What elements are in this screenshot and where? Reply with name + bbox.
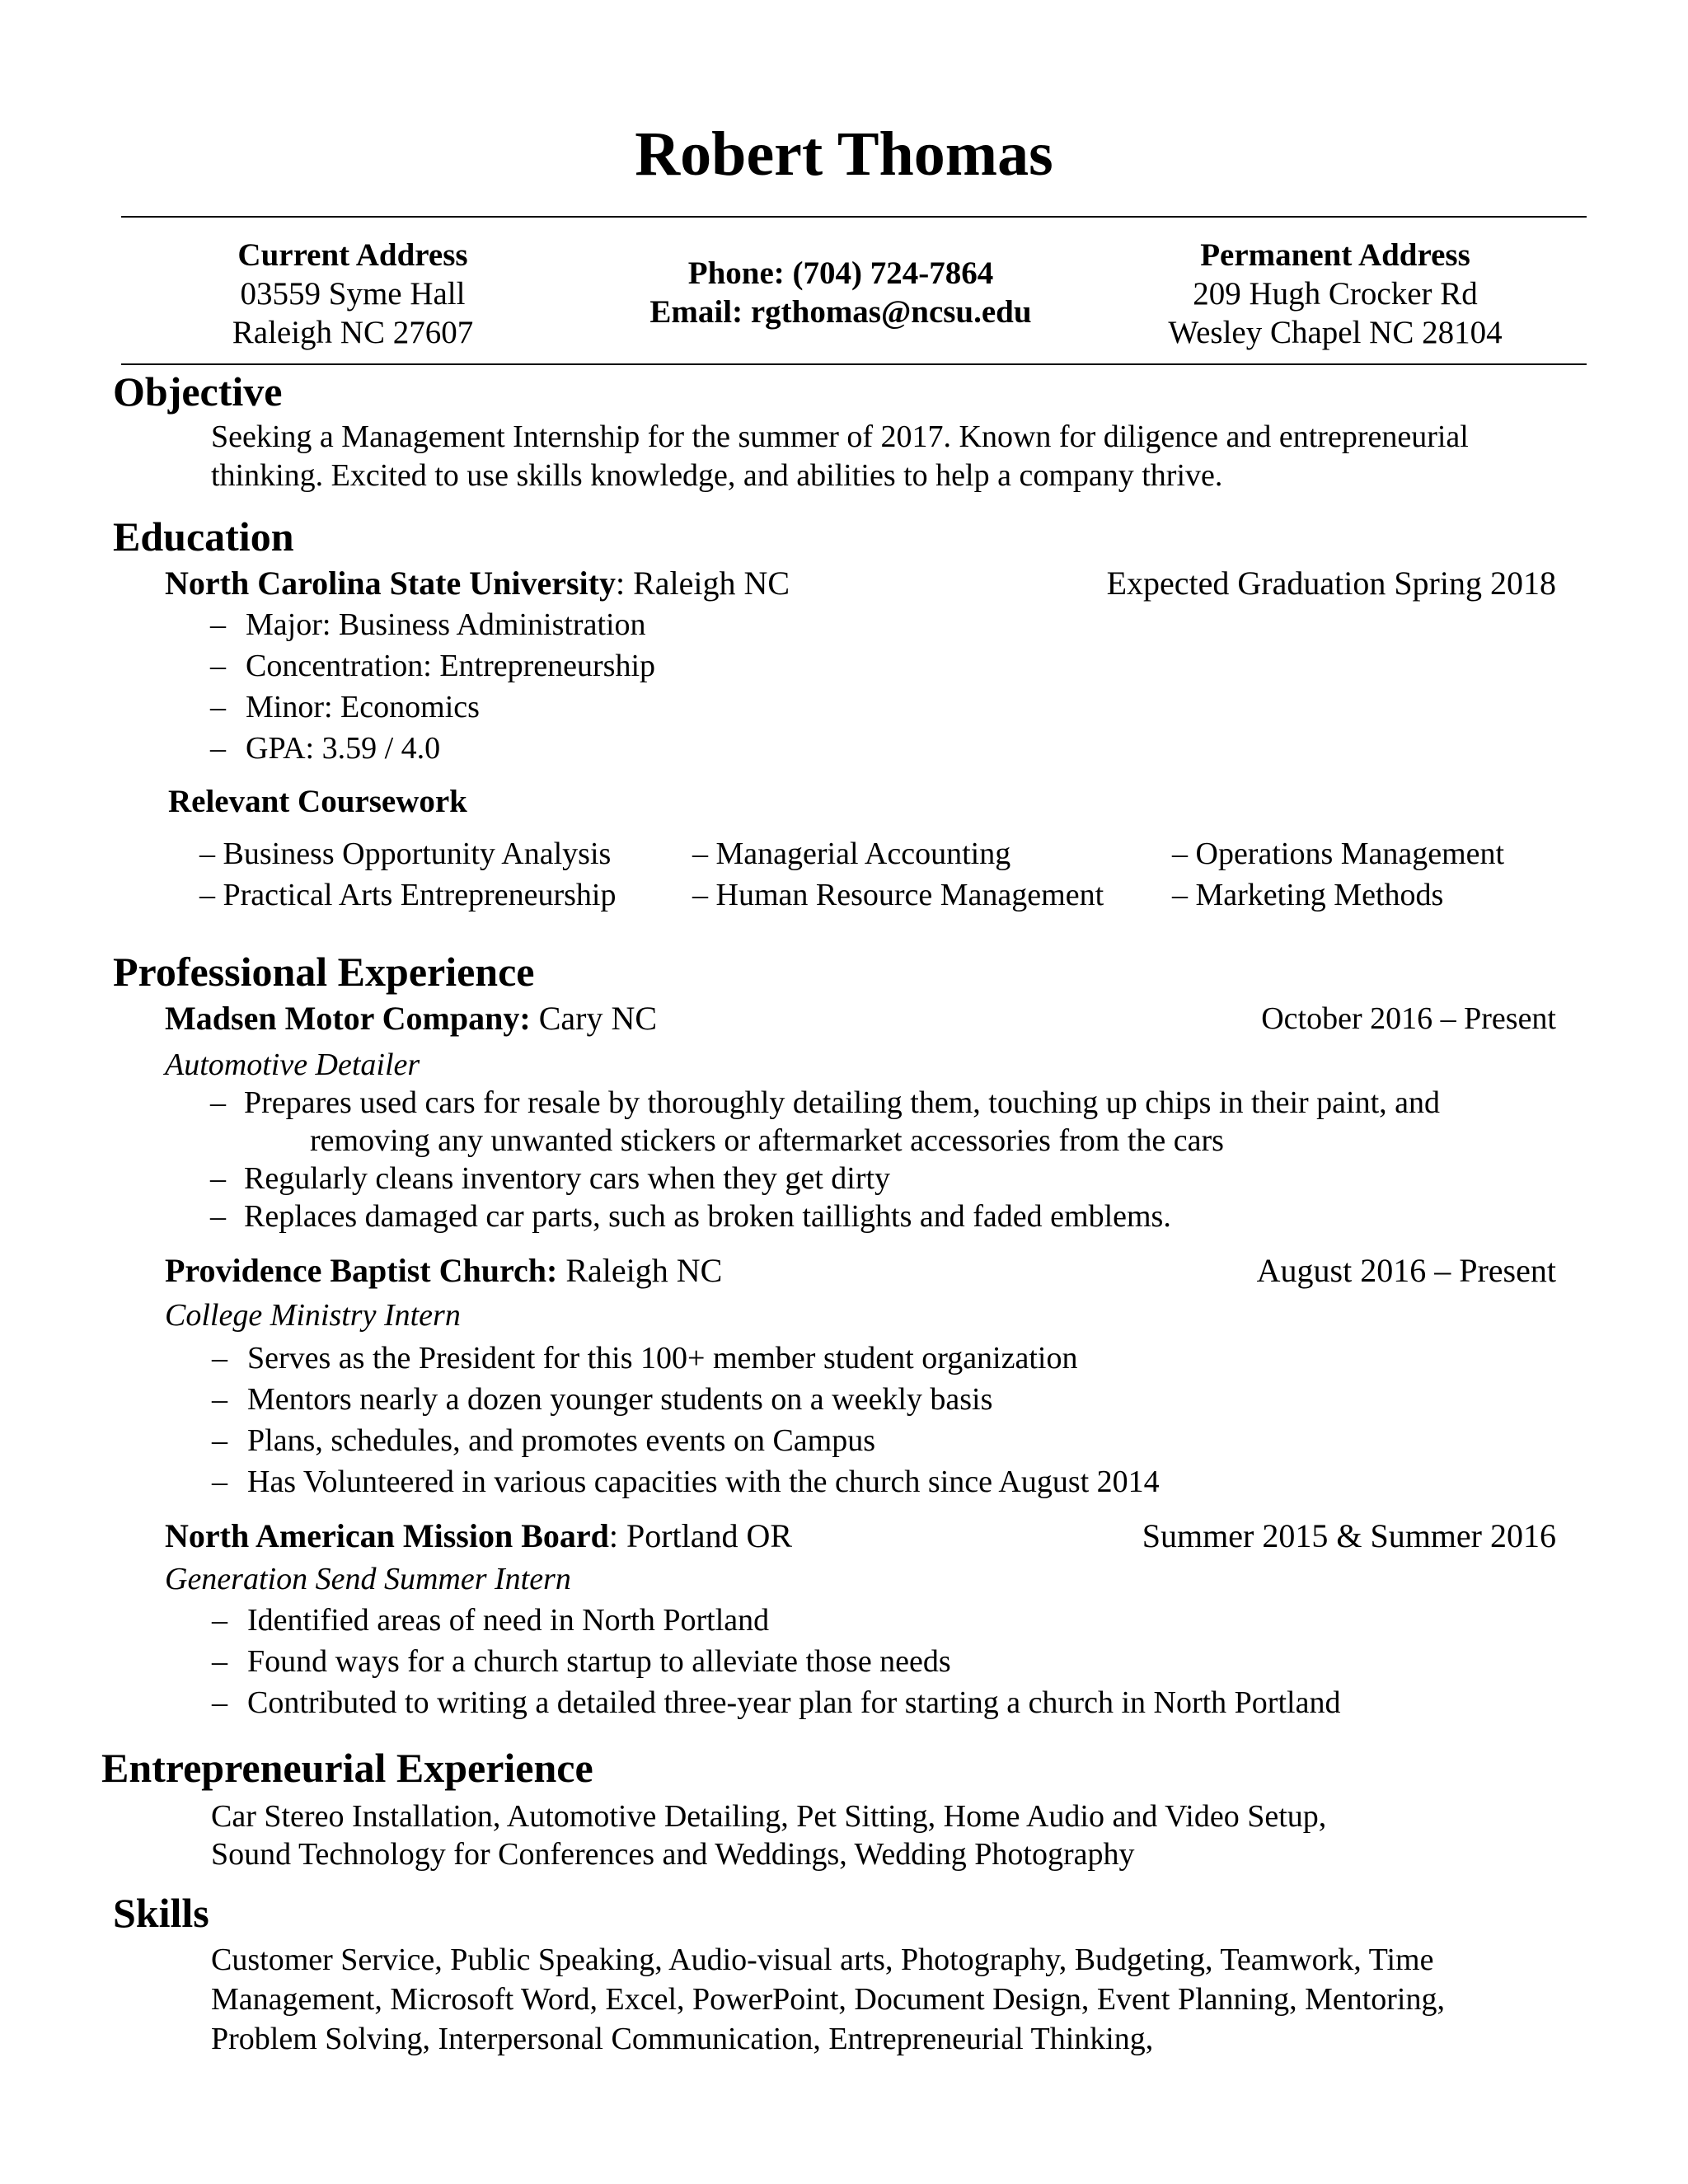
education-bullet-dash: – <box>210 649 226 683</box>
job-bullet-dash: – <box>210 1199 226 1234</box>
job-bullet-continuation: removing any unwanted stickers or aftermarket accessories from the cars <box>310 1123 1224 1158</box>
job-bullet-dash: – <box>212 1644 227 1679</box>
job-employer: Madsen Motor Company: <box>165 1000 531 1037</box>
education-bullet: Minor: Economics <box>246 690 480 724</box>
job-employer-line <box>165 999 657 1038</box>
graduation-date: Expected Graduation Spring 2018 <box>1106 565 1556 602</box>
coursework-item: – Human Resource Management <box>692 878 1104 912</box>
entrepreneurial-line1: Car Stereo Installation, Automotive Detailing, Pet Sitting, Home Audio and Video Setup, <box>211 1799 1327 1834</box>
education-bullet-dash: – <box>210 607 226 642</box>
job-date: August 2016 – Present <box>1256 1252 1556 1289</box>
job-employer-line <box>165 1251 722 1290</box>
job-bullet: Plans, schedules, and promotes events on Campus <box>247 1423 876 1458</box>
education-bullet: GPA: 3.59 / 4.0 <box>246 731 441 766</box>
education-bullet: Major: Business Administration <box>246 607 646 642</box>
skills-line1: Customer Service, Public Speaking, Audio-visual arts, Photography, Budgeting, Teamwork, Time <box>211 1943 1434 1977</box>
objective-line2: thinking. Excited to use skills knowledge, and abilities to help a company thrive. <box>211 458 1223 493</box>
header-top-rule <box>121 216 1587 218</box>
skills-line3: Problem Solving, Interpersonal Communication, Entrepreneurial Thinking, <box>211 2022 1154 2056</box>
current-address-line2: Raleigh NC 27607 <box>232 315 474 350</box>
professional-heading: Professional Experience <box>113 949 535 995</box>
job-bullet: Regularly cleans inventory cars when they get dirty <box>244 1161 891 1196</box>
job-bullet: Contributed to writing a detailed three-year plan for starting a church in North Portland <box>247 1685 1341 1720</box>
coursework-item: – Operations Management <box>1172 837 1505 871</box>
job-date: Summer 2015 & Summer 2016 <box>1142 1517 1556 1554</box>
job-bullet-dash: – <box>210 1085 226 1120</box>
job-bullet: Serves as the President for this 100+ member student organization <box>247 1341 1078 1376</box>
resume-name: Robert Thomas <box>635 120 1053 189</box>
job-employer-line <box>165 1516 792 1555</box>
permanent-address-line1: 209 Hugh Crocker Rd <box>1193 276 1478 312</box>
school-line <box>165 564 790 602</box>
skills-line2: Management, Microsoft Word, Excel, PowerPoint, Document Design, Event Planning, Mentoring, <box>211 1982 1445 2017</box>
email-text: Email: rgthomas@ncsu.edu <box>649 294 1032 330</box>
job-role: College Ministry Intern <box>165 1298 461 1333</box>
job-bullet: Prepares used cars for resale by thoroughly detailing them, touching up chips in their paint, and <box>244 1085 1441 1120</box>
skills-heading: Skills <box>113 1890 209 1936</box>
education-bullet-dash: – <box>210 731 226 766</box>
objective-line1: Seeking a Management Internship for the summer of 2017. Known for diligence and entrepreneurial <box>211 419 1469 454</box>
current-address-title: Current Address <box>237 237 468 273</box>
job-bullet-dash: – <box>212 1685 227 1720</box>
job-bullet-dash: – <box>212 1423 227 1458</box>
header-bottom-rule <box>121 363 1587 365</box>
entrepreneurial-line2: Sound Technology for Conferences and Weddings, Wedding Photography <box>211 1837 1135 1872</box>
coursework-heading: Relevant Coursework <box>168 784 467 819</box>
coursework-item: – Marketing Methods <box>1172 878 1444 912</box>
education-heading: Education <box>113 513 294 560</box>
job-location: : Portland OR <box>608 1517 793 1554</box>
education-bullet: Concentration: Entrepreneurship <box>246 649 656 683</box>
job-location: Cary NC <box>530 1000 658 1037</box>
job-bullet: Found ways for a church startup to alleviate those needs <box>247 1644 951 1679</box>
job-date: October 2016 – Present <box>1261 1001 1556 1036</box>
current-address-line1: 03559 Syme Hall <box>240 276 466 312</box>
phone-email-block <box>593 254 1088 331</box>
job-bullet: Mentors nearly a dozen younger students on a weekly basis <box>247 1382 993 1417</box>
job-bullet-dash: – <box>210 1161 226 1196</box>
job-role: Generation Send Summer Intern <box>165 1562 571 1596</box>
permanent-address-title: Permanent Address <box>1200 237 1470 273</box>
job-bullet: Identified areas of need in North Portland <box>247 1603 770 1638</box>
coursework-item: – Managerial Accounting <box>692 837 1011 871</box>
objective-heading: Objective <box>113 368 283 415</box>
job-bullet-dash: – <box>212 1382 227 1417</box>
job-bullet-dash: – <box>212 1341 227 1376</box>
job-bullet: Has Volunteered in various capacities with the church since August 2014 <box>247 1465 1160 1499</box>
job-role: Automotive Detailer <box>165 1047 420 1082</box>
current-address-block <box>188 236 518 352</box>
school-location: : Raleigh NC <box>616 565 790 602</box>
coursework-item: – Practical Arts Entrepreneurship <box>199 878 617 912</box>
coursework-item: – Business Opportunity Analysis <box>199 837 612 871</box>
job-bullet: Replaces damaged car parts, such as broken taillights and faded emblems. <box>244 1199 1171 1234</box>
phone-text: Phone: (704) 724-7864 <box>687 255 994 291</box>
school-name: North Carolina State University <box>165 565 616 602</box>
education-bullet-dash: – <box>210 690 226 724</box>
job-location: Raleigh NC <box>557 1252 723 1289</box>
job-bullet-dash: – <box>212 1465 227 1499</box>
job-employer: Providence Baptist Church: <box>165 1252 558 1289</box>
job-bullet-dash: – <box>212 1603 227 1638</box>
job-employer: North American Mission Board <box>165 1517 609 1554</box>
entrepreneurial-heading: Entrepreneurial Experience <box>101 1745 593 1791</box>
permanent-address-line2: Wesley Chapel NC 28104 <box>1168 315 1503 350</box>
permanent-address-block <box>1137 236 1533 352</box>
